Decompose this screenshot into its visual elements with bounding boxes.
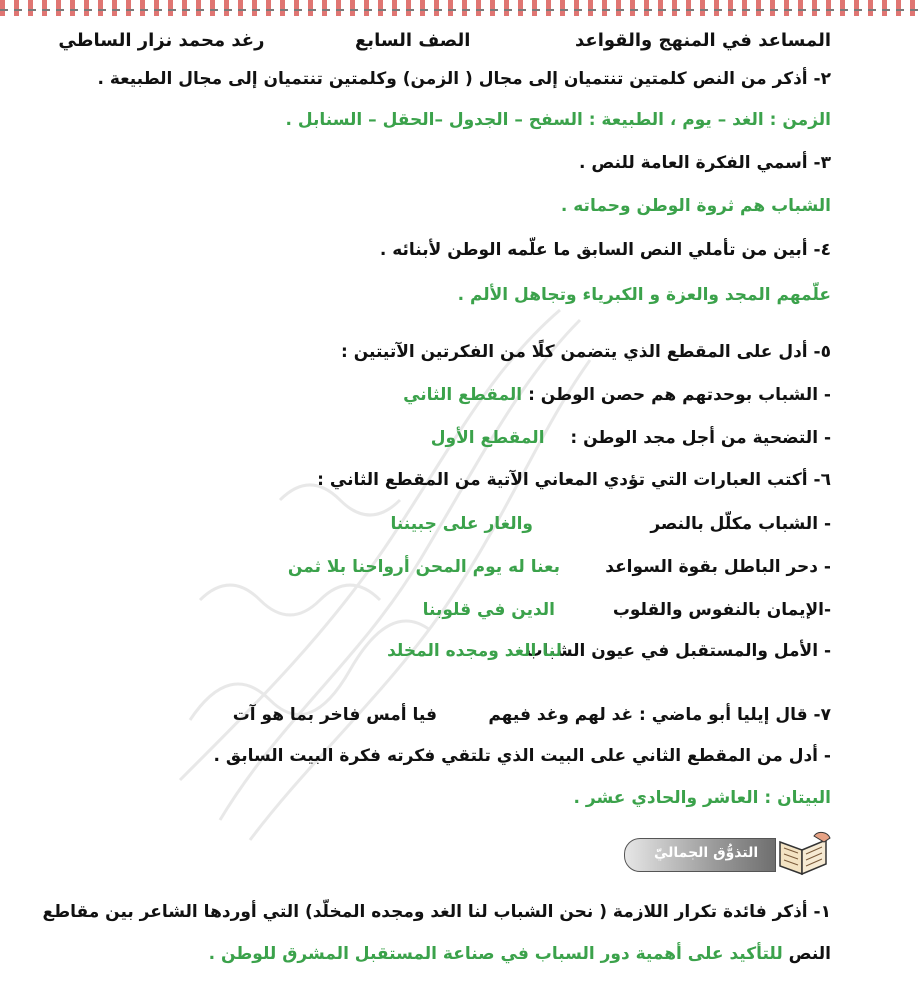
- q6-item-3-answer: الدين في قلوبنا: [422, 600, 555, 620]
- aesthetic-answer-text: للتأكيد على أهمية دور السباب في صناعة المستقبل المشرق للوطن .: [208, 944, 783, 964]
- q5-item-answer: المقطع الثاني: [403, 385, 523, 405]
- question-3: ٣- أسمي الفكرة العامة للنص .: [578, 153, 831, 173]
- grade-label: الصف السابع: [355, 30, 471, 51]
- q6-item-4-text: - الأمل والمستقبل في عيون الشباب: [525, 641, 831, 661]
- q5-item-text: - التضحية من أجل مجد الوطن :: [570, 428, 831, 448]
- section-badge: [624, 828, 838, 878]
- answer-3: الشباب هم ثروة الوطن وحماته .: [560, 196, 831, 216]
- answer-4: علّمهم المجد والعزة و الكبرياء وتجاهل الألم .: [457, 285, 831, 305]
- page-header: [58, 30, 831, 51]
- question-7: ٧- قال إيليا أبو ماضي : غد لهم وغد فيهم: [488, 705, 831, 725]
- question-5: ٥- أدل على المقطع الذي يتضمن كلًا من الفكرتين الآتيتين :: [340, 342, 831, 362]
- q6-item-1-text: - الشباب مكلّل بالنصر: [650, 514, 831, 534]
- subject-title: المساعد في المنهج والقواعد: [575, 30, 831, 51]
- book-icon: [774, 828, 834, 878]
- q6-item-2-text: - دحر الباطل بقوة السواعد: [605, 557, 831, 577]
- answer-2: الزمن : الغد – يوم ، الطبيعة : السفح – الجدول –الحقل – السنابل .: [285, 110, 831, 130]
- aesthetic-question-1: ١- أذكر فائدة تكرار اللازمة ( نحن الشباب لنا الغد ومجده المخلّد) التي أوردها الشاعر بين مقاطع: [42, 902, 831, 922]
- q7-verse-second: فيا أمس فاخر بما هو آت: [232, 705, 437, 725]
- q5-item-2: [431, 428, 831, 448]
- q5-item-answer: المقطع الأول: [430, 428, 545, 448]
- q7-sub-question: - أدل من المقطع الثاني على البيت الذي تلتقي فكرته فكرة البيت السابق .: [213, 746, 831, 766]
- q6-item-1-answer: والغار على جبيننا: [390, 514, 533, 534]
- answer-7: البيتان : العاشر والحادي عشر .: [573, 788, 831, 808]
- question-4: ٤- أبين من تأملي النص السابق ما علّمه الوطن لأبنائه .: [379, 240, 831, 260]
- aesthetic-answer-1: [209, 944, 831, 964]
- q6-item-3-text: -الإيمان بالنفوس والقلوب: [612, 600, 831, 620]
- aesthetic-answer-prefix: النص: [788, 944, 831, 964]
- q5-item-1: [403, 385, 831, 405]
- author-name: رغد محمد نزار الساطي: [58, 30, 265, 51]
- q6-item-4-answer: لنا الغد ومجده المخلد: [387, 641, 562, 661]
- q6-item-2-answer: بعنا له يوم المحن أرواحنا بلا ثمن: [287, 557, 560, 577]
- q5-item-text: - الشباب بوحدتهم هم حصن الوطن :: [528, 385, 831, 405]
- question-6: ٦- أكتب العبارات التي تؤدي المعاني الآتية من المقطع الثاني :: [317, 470, 831, 490]
- watermark-calligraphy: [160, 300, 600, 860]
- question-2: ٢- أذكر من النص كلمتين تنتميان إلى مجال ( الزمن) وكلمتين تنتميان إلى مجال الطبيعة .: [97, 69, 831, 89]
- section-badge-label: التذوُّق الجماليّ: [654, 845, 759, 861]
- page-top-border: [0, 0, 923, 16]
